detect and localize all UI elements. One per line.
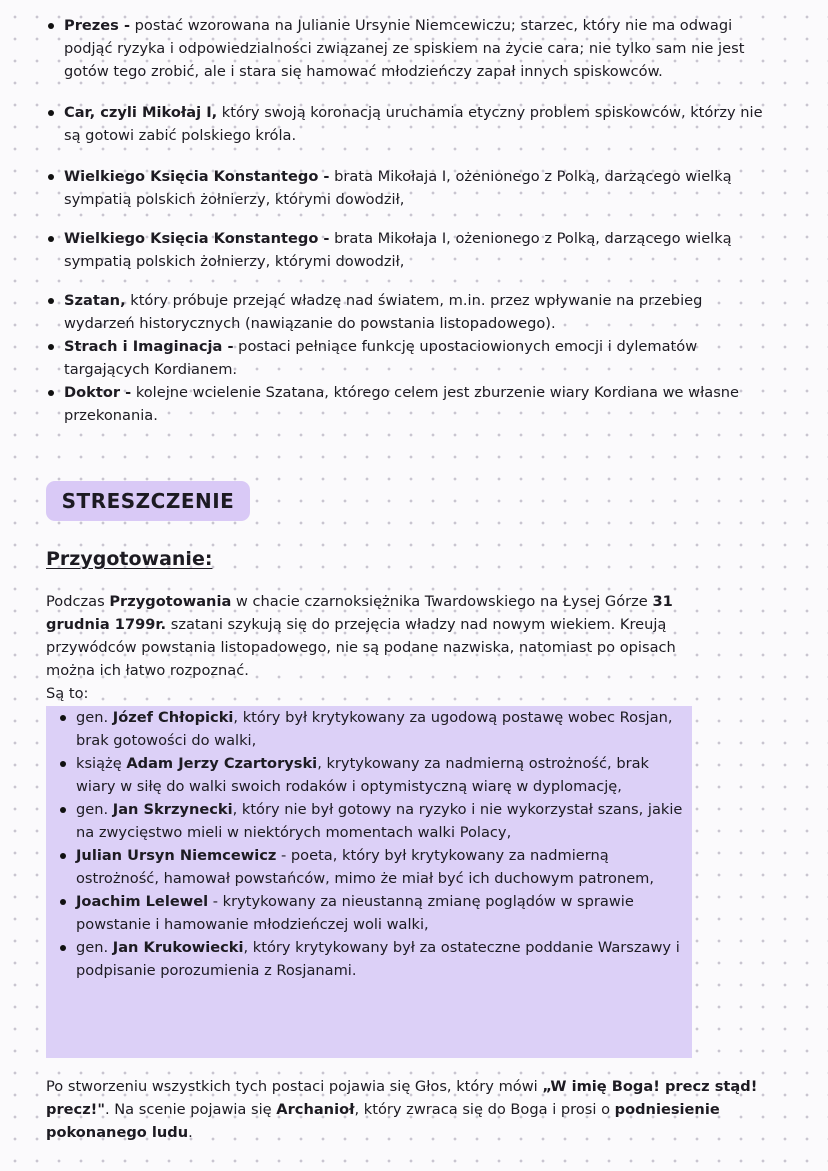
list-item: Prezes - postać wzorowana na Julianie Ursynie Niemcewiczu; starzec, który nie ma odwagi podjąć ryzyka i odpowiedzialności związanej ze spiskiem na życie cara; nie tylko sam nie jest gotów tego zrobić, ale i stara się hamować młodzieńczy zapał innych spiskowców. [46,14,766,83]
leaders-list [58,706,686,982]
list-item: Wielkiego Księcia Konstantego - brata Mikołaja I, ożenionego z Polką, darzącego wielką sympatią polskich żołnierzy, którymi dowodził, [46,165,766,211]
character-list [46,14,766,427]
subheading: Przygotowanie: [46,548,213,570]
list-item: gen. Jan Krukowiecki, który krytykowany był za ostateczne poddanie Warszawy i podpisanie porozumienia z Rosjanami. [58,936,686,982]
list-item: Joachim Lelewel - krytykowany za nieustanną zmianę poglądów w sprawie powstanie i hamowanie młodzieńczej woli walki, [58,890,686,936]
list-item: Julian Ursyn Niemcewicz - poeta, który był krytykowany za nadmierną ostrożność, hamował powstańców, mimo że miał być ich duchowym patronem, [58,844,686,890]
list-item: Doktor - kolejne wcielenie Szatana, którego celem jest zburzenie wiary Kordiana we własne przekonania. [46,381,766,427]
list-item: książę Adam Jerzy Czartoryski, krytykowany za nadmierną ostrożność, brak wiary w siłę do walki swoich rodaków i optymistyczną wiarę w dyplomację, [58,752,686,798]
list-item: gen. Jan Skrzynecki, który nie był gotowy na ryzyko i nie wykorzystał szans, jakie na zwycięstwo mieli w niektórych momentach walki Polacy, [58,798,686,844]
list-item: Wielkiego Księcia Konstantego - brata Mikołaja I, ożenionego z Polką, darzącego wielką sympatią polskich żołnierzy, którymi dowodził, [46,227,766,273]
list-item: gen. Józef Chłopicki, który był krytykowany za ugodową postawę wobec Rosjan, brak gotowości do walki, [58,706,686,752]
section-title: STRESZCZENIE [46,481,250,521]
intro-paragraph: Podczas Przygotowania w chacie czarnoksiężnika Twardowskiego na Łysej Górze 31 grudnia 1799r. szatani szykują się do przejęcia władzy nad nowym wiekiem. Kreują przywódców powstania listopadowego, nie są podane nazwiska, natomiast po opisach można ich łatwo rozpoznać. Są to: [46,593,676,702]
list-item: Szatan, który próbuje przejąć władzę nad światem, m.in. przez wpływanie na przebieg wydarzeń historycznych (nawiązanie do powstania listopadowego). [46,289,766,335]
closing-paragraph: Po stworzeniu wszystkich tych postaci pojawia się Głos, który mówi „W imię Boga! precz stąd! precz!". Na scenie pojawia się Archanioł, który zwraca się do Boga i prosi o podniesienie pokonanego ludu. [46,1078,758,1141]
list-item: Car, czyli Mikołaj I, który swoją koronacją uruchamia etyczny problem spiskowców, którzy nie są gotowi zabić polskiego króla. [46,101,766,147]
list-item: Strach i Imaginacja - postaci pełniące funkcję upostaciowionych emocji i dylematów targających Kordianem. [46,335,766,381]
